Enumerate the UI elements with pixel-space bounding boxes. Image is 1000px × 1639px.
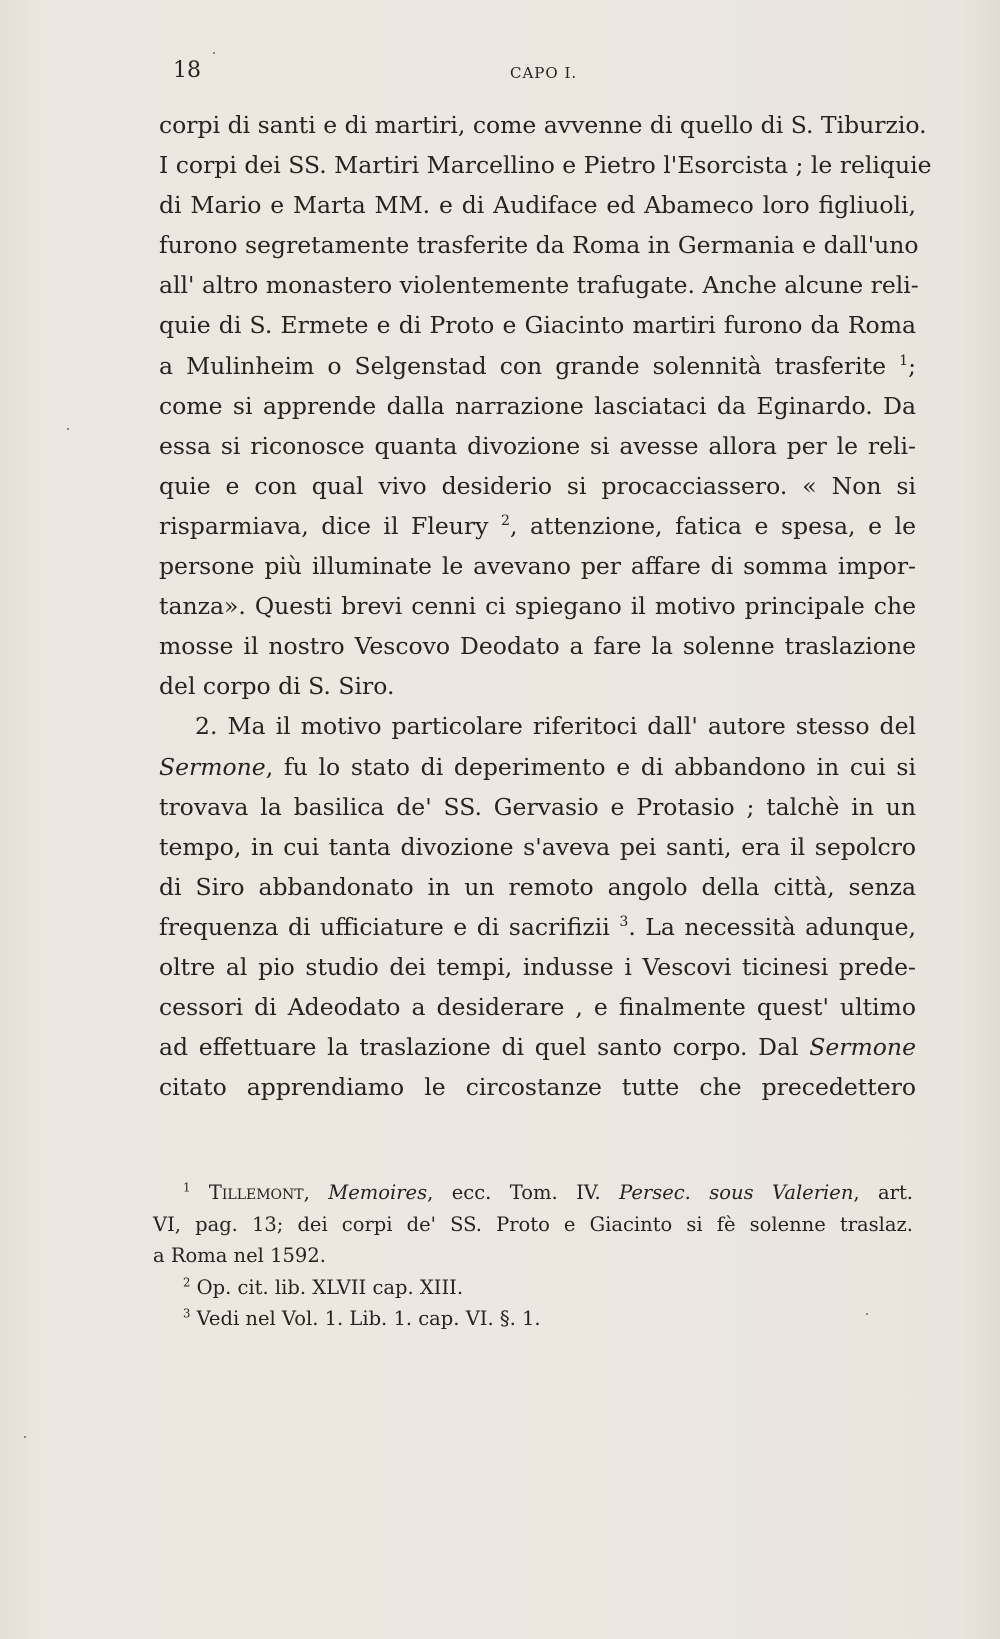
footnotes — [153, 1177, 913, 1335]
footnote-2: $^2$ Op. cit. lib. XLVII cap. XIII. — [183, 1274, 464, 1299]
text-line: essa si riconosce quanta divozione si avesse allora per le reli- — [159, 431, 916, 460]
text-line: cessori di Adeodato a desiderare , e finalmente quest' ultimo — [159, 993, 916, 1022]
text-line: corpi di santi e di martiri, come avvenne di quello di S. Tiburzio. — [159, 111, 927, 139]
text-line: ad effettuare la traslazione di quel santo corpo. Dal Sermone — [159, 1033, 916, 1062]
text-line: citato apprendiamo le circostanze tutte che precedettero — [159, 1073, 916, 1102]
text-line: di Siro abbandonato in un remoto angolo della città, senza — [159, 872, 916, 901]
text-line: persone più illuminate le avevano per affare di somma impor- — [159, 552, 916, 581]
paper-speck — [67, 428, 69, 430]
text-line: a Mulinheim o Selgenstad con grande solennità trasferite $^1$; — [159, 351, 916, 380]
paper-speck — [213, 52, 215, 54]
text-line: del corpo di S. Siro. — [159, 672, 395, 701]
paper-speck — [24, 1436, 26, 1438]
footnote-1-cont: a Roma nel 1592. — [153, 1244, 326, 1267]
text-line: I corpi dei SS. Martiri Marcellino e Pietro l'Esorcista ; le reliquie — [159, 151, 932, 180]
text-line: trovava la basilica de' SS. Gervasio e Protasio ; talchè in un — [159, 792, 916, 821]
footnote-1-cont: VI, pag. 13; dei corpi de' SS. Proto e Giacinto si fè solenne traslaz. — [153, 1212, 913, 1236]
sermone-title: Sermone — [809, 1033, 916, 1062]
text-line: all' altro monastero violentemente trafugate. Anche alcune reli- — [159, 271, 919, 300]
page-number: 18 — [173, 58, 201, 83]
paper-speck — [866, 1313, 868, 1315]
footnote-marker: 1 — [183, 1180, 191, 1195]
text-line: di Mario e Marta MM. e di Audiface ed Abameco loro figliuoli, — [159, 191, 916, 220]
footnote-ref: 1 — [899, 352, 909, 369]
footnote-marker: 3 — [183, 1306, 191, 1321]
text-line: furono segretamente trasferite da Roma in Germania e dall'uno — [159, 231, 919, 260]
text-line: come si apprende dalla narrazione lasciataci da Eginardo. Da — [159, 391, 916, 420]
running-head: CAPO I. — [510, 64, 578, 82]
text-line: tempo, in cui tanta divozione s'aveva pei santi, era il sepolcro — [159, 832, 916, 861]
text-line: mosse il nostro Vescovo Deodato a fare la solenne traslazione — [159, 632, 916, 661]
footnote-marker: 2 — [183, 1274, 191, 1289]
text-line: quie di S. Ermete e di Proto e Giacinto martiri furono da Roma — [159, 311, 916, 340]
footnote-3: $^3$ Vedi nel Vol. 1. Lib. 1. cap. VI. §. 1. — [183, 1306, 541, 1330]
body-text — [159, 105, 932, 1107]
footnote-ref: 2 — [501, 512, 510, 529]
footnote-ref: 3 — [619, 913, 629, 930]
text-line: frequenza di ufficiature e di sacrifizii $^3$. La necessità adunque, — [159, 912, 916, 941]
text-line: quie e con qual vivo desiderio si procacciassero. « Non si — [159, 471, 916, 500]
text-line: risparmiava, dice il Fleury $^2$, attenzione, fatica e spesa, e le — [159, 511, 916, 540]
page-header — [0, 58, 1000, 88]
text-line: 2. Ma il motivo particolare riferitoci dall' autore stesso del — [195, 712, 916, 741]
text-line: Sermone, fu lo stato di deperimento e di abbandono in cui si — [159, 752, 916, 781]
footnote-1: $^1$ Tillemont, Memoires, ecc. Tom. IV. Persec. sous Valerien, art. — [183, 1180, 913, 1204]
text-line: oltre al pio studio dei tempi, indusse i Vescovi ticinesi prede- — [159, 952, 916, 981]
sermone-title: Sermone — [159, 752, 266, 781]
text-line: tanza». Questi brevi cenni ci spiegano il motivo principale che — [159, 592, 916, 621]
